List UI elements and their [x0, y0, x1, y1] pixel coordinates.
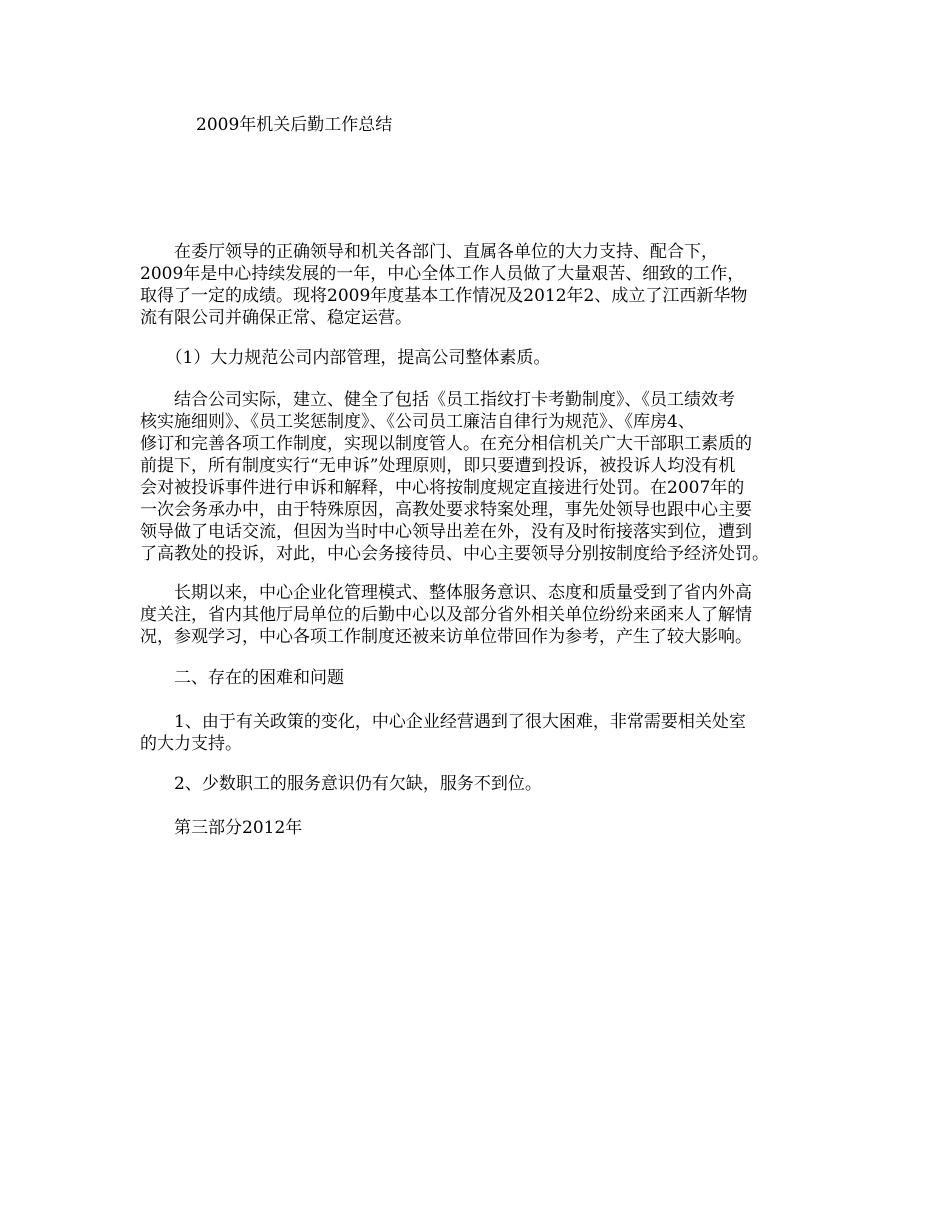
section1-line-3: 修订和完善各项工作制度，实现以制度管人。在充分相信机关广大干部职工素质的	[140, 434, 752, 454]
section1-b-line-2: 度关注，省内其他厅局单位的后勤中心以及部分省外相关单位纷纷来函来人了解情	[140, 605, 752, 625]
section1-line-8: 了高教处的投诉，对此，中心会务接待员、中心主要领导分别按制度给予经济处罚。	[140, 544, 769, 564]
section1-line-1: 结合公司实际，建立、健全了包括《员工指纹打卡考勤制度》、《员工绩效考	[140, 390, 735, 410]
section2-heading: 二、存在的困难和问题	[140, 668, 344, 688]
section1-line-7: 领导做了电话交流，但因为当时中心领导出差在外，没有及时衔接落实到位，遭到	[140, 522, 752, 542]
section1-line-5: 会对被投诉事件进行申诉和解释，中心将按制度规定直接进行处罚。在2007年的	[140, 478, 745, 498]
document-title: 2009年机关后勤工作总结	[196, 115, 393, 135]
section1-heading: （1）大力规范公司内部管理，提高公司整体素质。	[140, 348, 551, 368]
section1-line-4: 前提下，所有制度实行“无申诉”处理原则，即只要遭到投诉，被投诉人均没有机	[140, 456, 736, 476]
intro-line-3: 取得了一定的成绩。现将2009年度基本工作情况及2012年2、成立了江西新华物	[140, 286, 748, 306]
intro-line-1: 在委厅领导的正确领导和机关各部门、直属各单位的大力支持、配合下，	[140, 242, 718, 262]
part3-heading: 第三部分2012年	[140, 818, 303, 838]
section1-line-2: 核实施细则》、《员工奖惩制度》、《公司员工廉洁自律行为规范》、《库房4、	[140, 412, 695, 432]
problem2-line: 2、少数职工的服务意识仍有欠缺，服务不到位。	[140, 774, 542, 794]
problem1-line-1: 1、由于有关政策的变化，中心企业经营遇到了很大困难，非常需要相关处室	[140, 712, 746, 732]
section1-b-line-1: 长期以来，中心企业化管理模式、整体服务意识、态度和质量受到了省内外高	[140, 583, 752, 603]
intro-line-4: 流有限公司并确保正常、稳定运营。	[140, 308, 412, 328]
intro-line-2: 2009年是中心持续发展的一年，中心全体工作人员做了大量艰苦、细致的工作，	[140, 264, 745, 284]
section1-b-line-3: 况，参观学习，中心各项工作制度还被来访单位带回作为参考，产生了较大影响。	[140, 627, 752, 647]
section1-line-6: 一次会务承办中，由于特殊原因，高教处要求特案处理，事先处领导也跟中心主要	[140, 500, 752, 520]
problem1-line-2: 的大力支持。	[140, 734, 242, 754]
